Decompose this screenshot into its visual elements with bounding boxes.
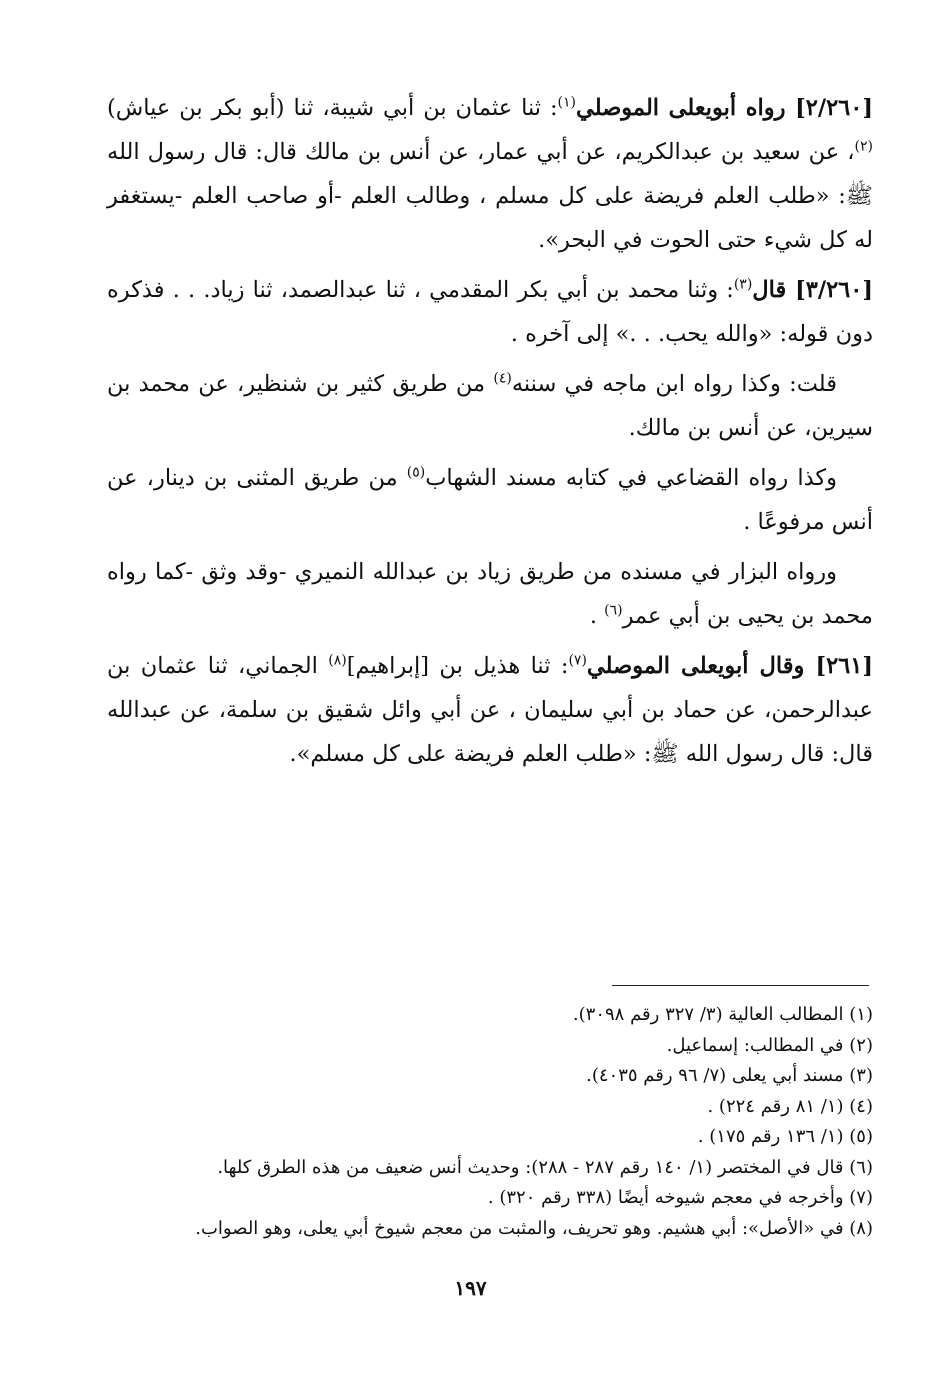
commentary-text: ورواه البزار في مسنده من طريق زياد بن عبدالله النميري -وقد وثق -كما رواه محمد بن يحيى بن أبي عمر (107, 559, 873, 629)
commentary-text: . (589, 603, 605, 629)
hadith-text: : ثنا هذيل بن [إبراهيم] (346, 653, 569, 679)
footnote-ref-4: (٤) (493, 370, 512, 387)
main-text (107, 86, 873, 782)
commentary-text: قلت: وكذا رواه ابن ماجه في سننه (511, 371, 837, 397)
commentary-paragraph (107, 456, 873, 544)
hadith-text: ، عن سعيد بن عبدالكريم، عن أبي عمار، عن أنس بن مالك قال: قال رسول الله ﷺ: «طلب العلم فريضة على كل مسلم ، وطالب العلم -أو صاحب العلم -يستغفر له كل شيء حتى الحوت في البحر». (107, 139, 873, 253)
commentary-paragraph (107, 550, 873, 638)
commentary-text: من طريق المثنى بن دينار، عن أنس مرفوعًا . (107, 465, 873, 535)
footnote-ref-1: (١) (557, 94, 576, 111)
footnote-ref-8: (٨) (328, 652, 347, 669)
footnote-1: (١) المطالب العالية (٣/ ٣٢٧ رقم ٣٠٩٨). (572, 1004, 873, 1025)
commentary-text: من طريق كثير بن شنظير، عن محمد بن سيرين، عن أنس بن مالك. (107, 371, 873, 441)
hadith-260-3 (107, 268, 873, 356)
hadith-number-260-2: [٢/٢٦٠] رواه أبويعلى الموصلي (576, 95, 873, 121)
footnote-6: (٦) قال في المختصر (١/ ١٤٠ رقم ٢٨٧ - ٢٨٨): وحديث أنس ضعيف من هذه الطرق كلها. (217, 1156, 873, 1178)
footnote-8: (٨) في «الأصل»: أبي هشيم. وهو تحريف، والمثبت من معجم شيوخ أبي يعلى، وهو الصواب. (195, 1217, 873, 1239)
footnote-ref-5: (٥) (406, 464, 426, 481)
footnote-2: (٢) في المطالب: إسماعيل. (666, 1034, 873, 1056)
footnote-separator (612, 985, 869, 986)
footnote-ref-7: (٧) (568, 652, 587, 669)
hadith-text: : وثنا محمد بن أبي بكر المقدمي ، ثنا عبدالصمد، ثنا زياد. . . فذكره دون قوله: «والله يحب. . .» إلى آخره . (107, 277, 873, 347)
commentary-paragraph (107, 362, 873, 450)
hadith-number-260-3: [٣/٢٦٠] قال (752, 277, 873, 303)
hadith-text: : ثنا عثمان بن أبي شيبة، ثنا (أبو بكر بن عياش) (107, 95, 558, 121)
hadith-text: الجماني، ثنا عثمان بن عبدالرحمن، عن حماد بن أبي سليمان ، عن أبي وائل شقيق بن سلمة، عن عبدالله قال: قال رسول الله ﷺ: «طلب العلم فريضة على كل مسلم». (107, 653, 873, 767)
footnote-7: (٧) وأخرجه في معجم شيوخه أيضًا (٣٣٨ رقم ٣٢٠) . (487, 1187, 873, 1208)
footnotes (103, 1000, 873, 1244)
footnote-ref-6: (٦) (604, 602, 623, 619)
commentary-text: وكذا رواه القضاعي في كتابه مسند الشهاب (425, 465, 837, 491)
page-number: ١٩٧ (454, 1276, 487, 1300)
footnote-ref-2: (٢) (854, 138, 873, 155)
footnote-ref-3: (٣) (733, 276, 753, 293)
hadith-260-2 (107, 86, 873, 262)
footnote-3: (٣) مسند أبي يعلى (٧/ ٩٦ رقم ٤٠٣٥). (586, 1065, 873, 1086)
footnote-5: (٥) (١/ ١٣٦ رقم ١٧٥) . (697, 1126, 873, 1147)
hadith-261 (107, 644, 873, 776)
hadith-number-261: [٢٦١] وقال أبويعلى الموصلي (586, 653, 874, 679)
footnote-4: (٤) (١/ ٨١ رقم ٢٢٤) . (707, 1095, 873, 1117)
